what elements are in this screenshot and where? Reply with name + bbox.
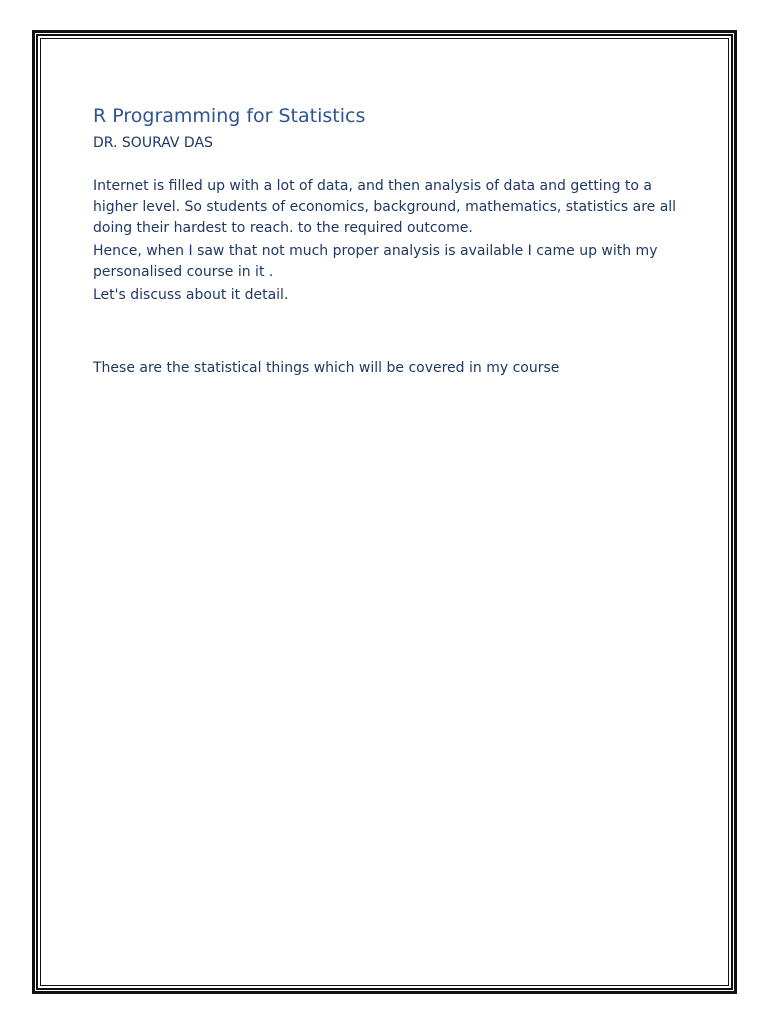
motivation-paragraph: Hence, when I saw that not much proper analysis is available I came up with my personalised course in it .: [93, 243, 658, 280]
covered-topics-paragraph: These are the statistical things which will be covered in my course: [93, 360, 560, 376]
document-content: [93, 102, 683, 379]
discussion-paragraph: Let's discuss about it detail.: [93, 287, 289, 303]
document-author: DR. SOURAV DAS: [93, 135, 213, 151]
document-title: R Programming for Statistics: [93, 105, 366, 127]
intro-paragraph: Internet is filled up with a lot of data, and then analysis of data and getting to a higher level. So students of economics, background, mathematics, statistics are all doing their hardest to reach. to the required outcome.: [93, 178, 677, 236]
